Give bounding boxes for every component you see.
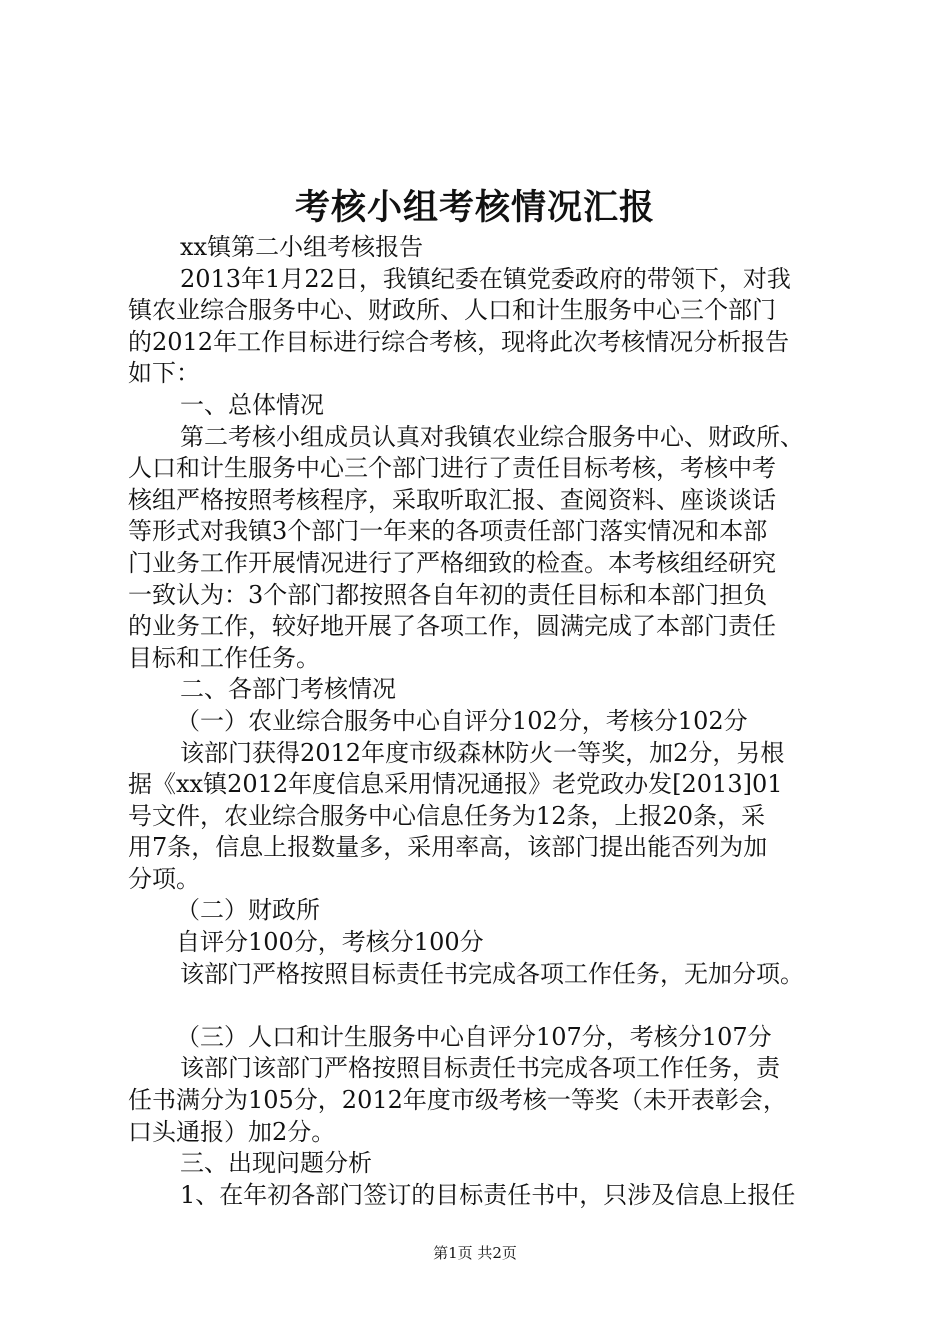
- paragraph-line: 第二考核小组成员认真对我镇农业综合服务中心、财政所、: [180, 422, 804, 451]
- section-heading: 三、出现问题分析: [180, 1149, 372, 1178]
- paragraph-line: 口头通报）加2分。: [128, 1117, 336, 1146]
- subsection-heading: （二）财政所: [176, 896, 320, 925]
- paragraph-line: 核组严格按照考核程序，采取听取汇报、查阅资料、座谈谈话: [128, 485, 776, 514]
- subsection-heading: （三）人口和计生服务中心自评分107分，考核分107分: [176, 1022, 772, 1051]
- paragraph-line: xx镇第二小组考核报告: [180, 233, 424, 261]
- paragraph-line: 自评分100分，考核分100分: [176, 928, 484, 957]
- section-heading: 二、各部门考核情况: [180, 675, 396, 704]
- paragraph-line: 任书满分为105分，2012年度市级考核一等奖（未开表彰会，: [128, 1086, 787, 1115]
- paragraph-line: 门业务工作开展情况进行了严格细致的检查。本考核组经研究: [128, 548, 776, 577]
- paragraph-line: 1、在年初各部门签订的目标责任书中，只涉及信息上报任: [180, 1180, 796, 1209]
- paragraph-line: 该部门获得2012年度市级森林防火一等奖，加2分，另根: [180, 738, 785, 767]
- paragraph-line: 2013年1月22日，我镇纪委在镇党委政府的带领下，对我: [180, 264, 791, 293]
- paragraph-line: 目标和工作任务。: [128, 643, 320, 672]
- paragraph-line: 的业务工作，较好地开展了各项工作，圆满完成了本部门责任: [128, 612, 776, 641]
- section-heading: 一、总体情况: [180, 390, 324, 419]
- paragraph-line: 如下：: [128, 359, 200, 388]
- paragraph-line: 该部门严格按照目标责任书完成各项工作任务，无加分项。: [180, 959, 804, 988]
- subsection-heading: （一）农业综合服务中心自评分102分，考核分102分: [176, 706, 748, 735]
- paragraph-line: 的2012年工作目标进行综合考核，现将此次考核情况分析报告: [128, 327, 790, 356]
- paragraph-line: 人口和计生服务中心三个部门进行了责任目标考核，考核中考: [128, 454, 776, 483]
- paragraph-line: 用7条，信息上报数量多，采用率高，该部门提出能否列为加: [128, 833, 768, 862]
- document-body: [128, 232, 848, 1211]
- page-footer: 第1页 共2页: [433, 1244, 517, 1262]
- paragraph-line: 分项。: [128, 864, 200, 893]
- blank-line: [128, 990, 848, 1022]
- paragraph-line: 一致认为：3个部门都按照各自年初的责任目标和本部门担负: [128, 580, 768, 609]
- paragraph-line: 该部门该部门严格按照目标责任书完成各项工作任务，责: [180, 1054, 780, 1083]
- paragraph-line: 号文件，农业综合服务中心信息任务为12条，上报20条，采: [128, 801, 766, 830]
- paragraph-line: 据《xx镇2012年度信息采用情况通报》老党政办发[2013]01: [128, 770, 783, 799]
- paragraph-line: 等形式对我镇3个部门一年来的各项责任部门落实情况和本部: [128, 517, 768, 546]
- paragraph-line: 镇农业综合服务中心、财政所、人口和计生服务中心三个部门: [128, 296, 776, 325]
- document-title: 考核小组考核情况汇报: [294, 187, 655, 228]
